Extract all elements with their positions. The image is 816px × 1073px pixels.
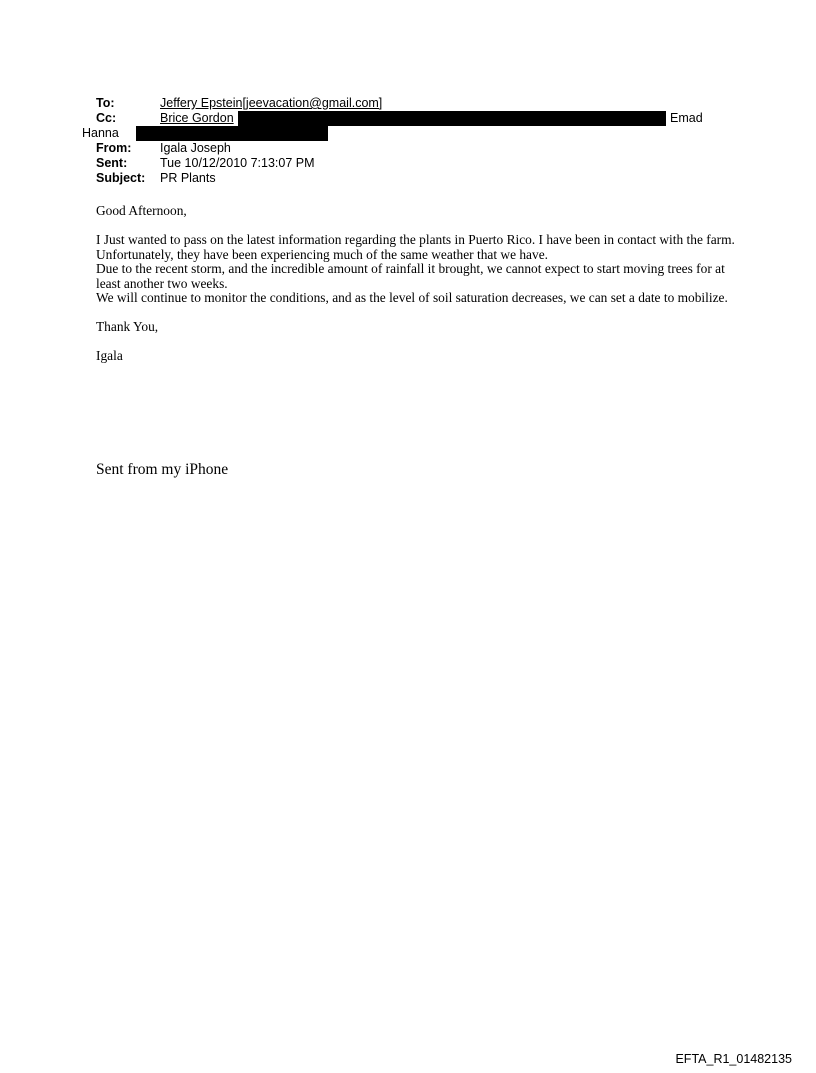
body-paragraph: Due to the recent storm, and the incredible amount of rainfall it brought, we cannot expect to start moving trees for at least another two weeks. bbox=[96, 261, 725, 291]
subject-label: Subject: bbox=[96, 171, 146, 185]
to-label: To: bbox=[96, 96, 115, 110]
cc-name-3a: Emad bbox=[670, 111, 703, 125]
body-paragraph: I Just wanted to pass on the latest information regarding the plants in Puerto Rico. I have been in contact with the farm. Unfortunately, they have been experiencing much of the same weather that we have. bbox=[96, 232, 735, 262]
greeting: Good Afternoon, bbox=[96, 203, 187, 218]
sent-label: Sent: bbox=[96, 156, 128, 170]
body-paragraph: We will continue to monitor the conditions, and as the level of soil saturation decreases, we can set a date to mobilize. bbox=[96, 290, 728, 305]
cc-name-2: Gary Kerney bbox=[391, 111, 462, 125]
redaction-box bbox=[136, 126, 328, 141]
sent-from-line: Sent from my iPhone bbox=[96, 461, 229, 478]
email-body bbox=[96, 204, 736, 364]
cc-separator: ; bbox=[384, 111, 388, 125]
cc-label: Cc: bbox=[96, 111, 117, 125]
from-label: From: bbox=[96, 141, 132, 155]
cc-name-1: Brice Gordon bbox=[160, 111, 234, 125]
sent-value: Tue 10/12/2010 7:13:07 PM bbox=[160, 156, 315, 170]
document-id: EFTA_R1_01482135 bbox=[675, 1052, 792, 1066]
subject-value: PR Plants bbox=[160, 171, 216, 185]
cc-name-3b: Hanna bbox=[82, 126, 119, 140]
redaction-box bbox=[470, 111, 666, 126]
closing: Thank You, bbox=[96, 319, 159, 334]
from-value: Igala Joseph bbox=[160, 141, 231, 155]
to-value[interactable]: Jeffery Epstein[jeevacation@gmail.com] bbox=[160, 96, 383, 110]
signature: Igala bbox=[96, 348, 123, 363]
